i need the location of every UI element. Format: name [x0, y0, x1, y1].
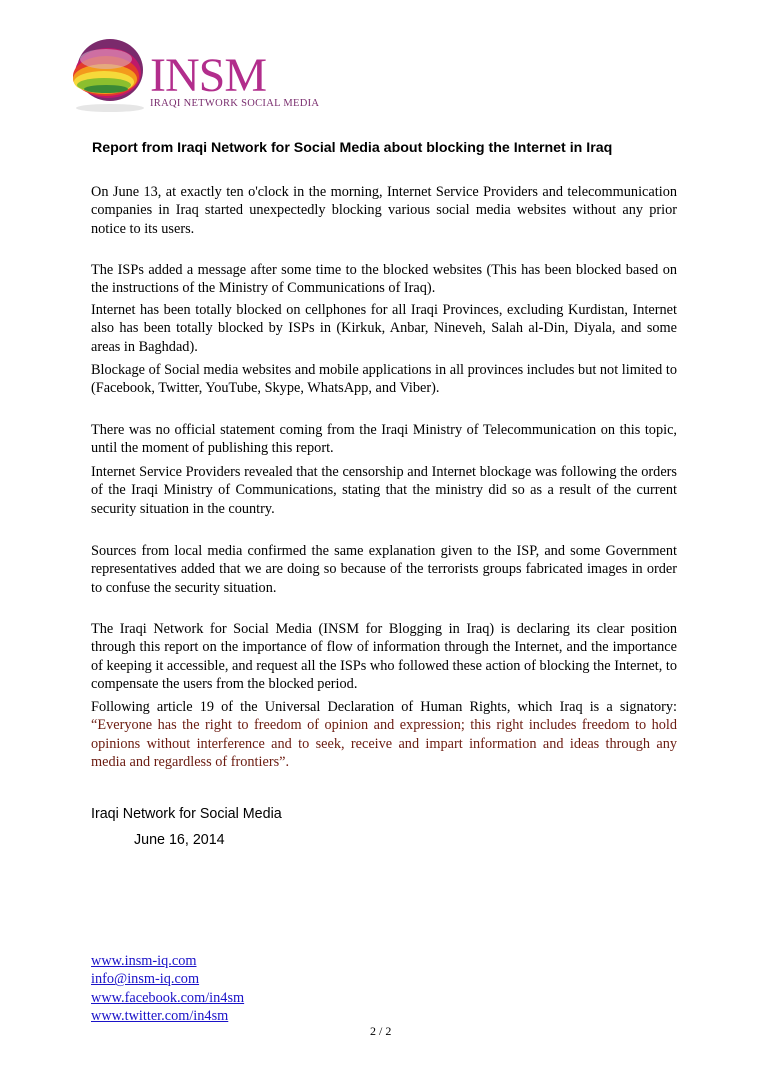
- paragraph: Blockage of Social media websites and mobile applications in all provinces includes but not limited to (Facebook, Twitter, YouTube, Skype, WhatsApp, and Viber).: [91, 362, 677, 397]
- facebook-link[interactable]: www.facebook.com/in4sm: [91, 989, 245, 1006]
- page-number: 2 / 2: [370, 1024, 392, 1038]
- twitter-link[interactable]: www.twitter.com/in4sm: [91, 1007, 229, 1024]
- article-paragraph: [91, 698, 677, 771]
- website-link[interactable]: www.insm-iq.com: [91, 953, 197, 969]
- paragraph: There was no official statement coming from the Iraqi Ministry of Telecommunication on this topic, until the moment of publishing this report.: [91, 422, 677, 457]
- article-intro: Following article 19 of the Universal Declaration of Human Rights, which Iraq is a signatory:: [91, 699, 677, 715]
- paragraph: Internet has been totally blocked on cellphones for all Iraqi Provinces, excluding Kurdistan, Internet also has been totally blocked by ISPs in (Kirkuk, Anbar, Nineveh, Salah al-Din, Diyala, and some areas in Baghdad).: [91, 302, 677, 355]
- paragraph: The Iraqi Network for Social Media (INSM for Blogging in Iraq) is declaring its clear position through this report on the importance of flow of information through the Internet, and the importance of keeping it accessible, and request all the ISPs who followed these action of blocking the Internet, to compensate the users from the blocked period.: [91, 621, 677, 692]
- signature-date: June 16, 2014: [134, 832, 225, 848]
- paragraph: On June 13, at exactly ten o'clock in the morning, Internet Service Providers and telecommunication companies in Iraq started unexpectedly blocking various social media websites without any prior notice to its users.: [91, 184, 677, 237]
- insm-logo: [70, 32, 330, 114]
- email-link[interactable]: info@insm-iq.com: [91, 971, 200, 988]
- signature-organization: Iraqi Network for Social Media: [91, 806, 282, 822]
- logo-name: INSM: [150, 49, 267, 102]
- paragraph: The ISPs added a message after some time to the blocked websites (This has been blocked based on the instructions of the Ministry of Communications of Iraq).: [91, 262, 677, 297]
- report-title: Report from Iraqi Network for Social Media about blocking the Internet in Iraq: [92, 140, 613, 156]
- contact-links: [91, 952, 244, 1025]
- paragraph: Internet Service Providers revealed that the censorship and Internet blockage was following the orders of the Iraqi Ministry of Communications, stating that the ministry did so as a result of the current security situation in the country.: [91, 464, 677, 517]
- logo-subtitle: IRAQI NETWORK SOCIAL MEDIA: [150, 98, 320, 109]
- article-quote: “Everyone has the right to freedom of opinion and expression; this right includes freedom to hold opinions without interference and to seek, receive and impart information and ideas through any media and regardless of frontiers”.: [91, 717, 677, 770]
- paragraph: Sources from local media confirmed the same explanation given to the ISP, and some Government representatives added that we are doing so because of the terrorists groups fabricated images in order to confuse the security situation.: [91, 543, 677, 596]
- logo-rainbow-swirl-icon: [70, 32, 150, 114]
